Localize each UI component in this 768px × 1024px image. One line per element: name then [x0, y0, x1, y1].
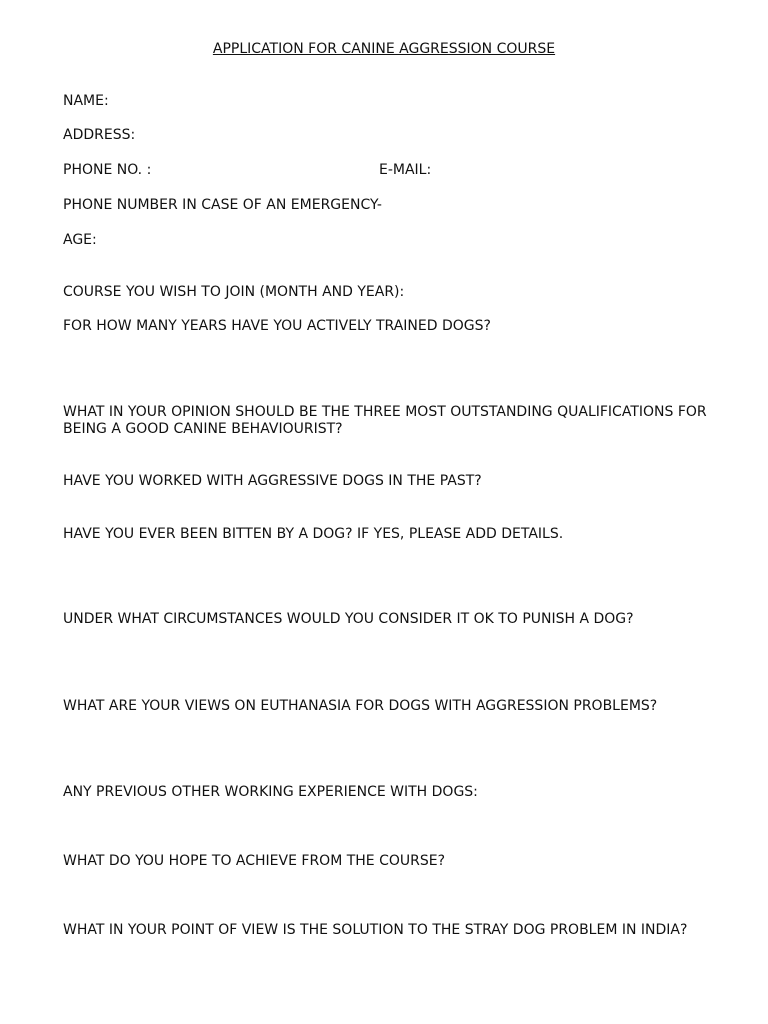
question-punish: UNDER WHAT CIRCUMSTANCES WOULD YOU CONSIDER IT OK TO PUNISH A DOG? — [63, 611, 634, 627]
question-bitten: HAVE YOU EVER BEEN BITTEN BY A DOG? IF YES, PLEASE ADD DETAILS. — [63, 526, 564, 542]
emergency-phone-label: PHONE NUMBER IN CASE OF AN EMERGENCY- — [63, 197, 382, 213]
name-label: NAME: — [63, 93, 109, 109]
age-label: AGE: — [63, 232, 97, 248]
question-course-join: COURSE YOU WISH TO JOIN (MONTH AND YEAR): — [63, 284, 405, 300]
address-label: ADDRESS: — [63, 127, 136, 143]
question-qualifications: WHAT IN YOUR OPINION SHOULD BE THE THREE MOST OUTSTANDING QUALIFICATIONS FOR BEING A GOOD CANINE BEHAVIOURIST? — [63, 404, 707, 437]
question-years-trained: FOR HOW MANY YEARS HAVE YOU ACTIVELY TRAINED DOGS? — [63, 318, 491, 334]
phone-label: PHONE NO. : — [63, 162, 152, 178]
question-experience: ANY PREVIOUS OTHER WORKING EXPERIENCE WITH DOGS: — [63, 784, 478, 800]
question-aggressive-dogs: HAVE YOU WORKED WITH AGGRESSIVE DOGS IN THE PAST? — [63, 473, 482, 489]
question-euthanasia: WHAT ARE YOUR VIEWS ON EUTHANASIA FOR DOGS WITH AGGRESSION PROBLEMS? — [63, 698, 658, 714]
email-label: E-MAIL: — [379, 162, 432, 178]
question-stray-dogs: WHAT IN YOUR POINT OF VIEW IS THE SOLUTION TO THE STRAY DOG PROBLEM IN INDIA? — [63, 922, 688, 938]
question-achieve: WHAT DO YOU HOPE TO ACHIEVE FROM THE COURSE? — [63, 853, 446, 869]
document-title: APPLICATION FOR CANINE AGGRESSION COURSE — [212, 41, 556, 57]
